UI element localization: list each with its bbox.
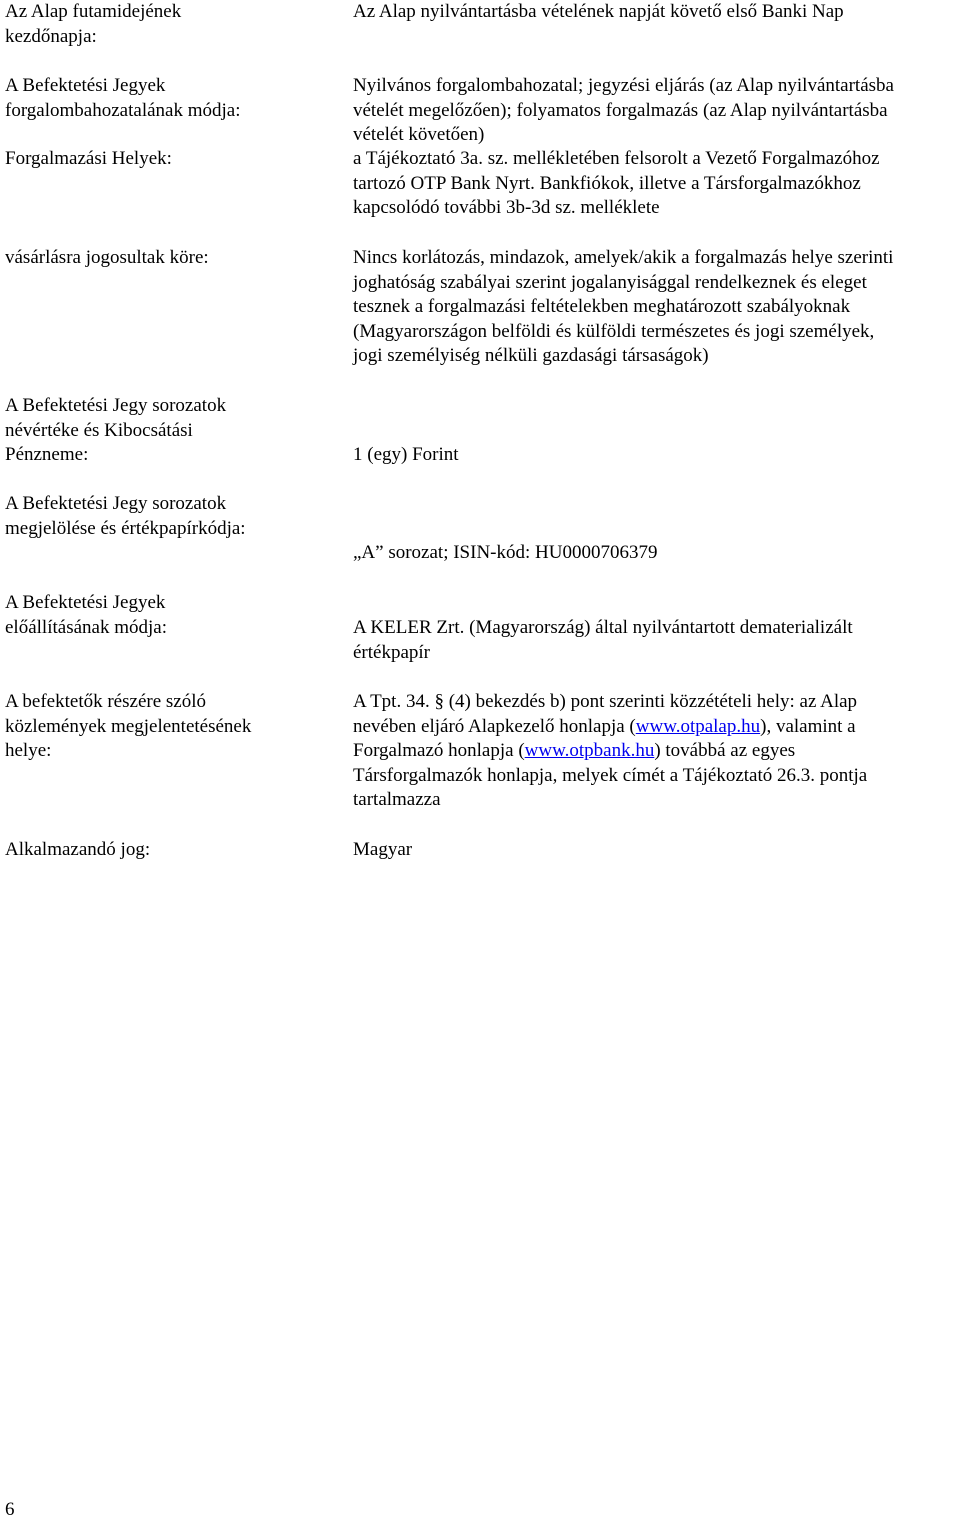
announcement-line-distributor: Forgalmazó honlapja (www.otpbank.hu) továbbá az egyes xyxy=(353,740,796,761)
announcement-line-fund-manager: nevében eljáró Alapkezelő honlapja (www.otpalap.hu), valamint a xyxy=(353,715,856,737)
value-production-method: A KELER Zrt. (Magyarország) által nyilvántartott dematerializált értékpapír xyxy=(353,617,853,663)
label-production-method: A Befektetési Jegyek előállításának módja: xyxy=(5,592,167,638)
otpbank-link[interactable]: www.otpbank.hu xyxy=(524,740,655,761)
value-applicable-law: Magyar xyxy=(353,839,413,860)
otpalap-link[interactable]: www.otpalap.hu xyxy=(635,715,761,737)
value-eligible-buyers: Nincs korlátozás, mindazok, amelyek/akik a forgalmazás helye szerinti joghatóság szabályai szerint jogalanyisággal rendelkeznek és eleget tesznek a forgalmazási feltételekben meghatározott szabályoknak (Magyarországon belföldi és külföldi természetes és jogi személyek, jogi személyiség nélküli gazdasági társaságok) xyxy=(353,247,894,366)
label-distribution-method: A Befektetési Jegyek forgalombahozatalának módja: xyxy=(5,75,241,121)
page-number: 6 xyxy=(5,1499,15,1520)
value-announcements-place: A Tpt. 34. § (4) bekezdés b) pont szerinti közzétételi hely: az Alap nevében eljáró Alapkezelő honlapja (www.otpalap.hu), valamint a Forgalmazó honlapja (www.otpbank.hu) továbbá az egyes Társforgalmazók honlapja, melyek címét a Tájékoztató 26.3. pontja tartalmazza xyxy=(353,690,955,813)
value-series-designation-isin: „A” sorozat; ISIN-kód: HU0000706379 xyxy=(353,542,658,563)
label-series-designation-isin: A Befektetési Jegy sorozatok megjelölése és értékpapírkódja: xyxy=(5,493,246,539)
label-eligible-buyers: vásárlásra jogosultak köre: xyxy=(5,247,209,268)
value-fund-start-date: Az Alap nyilvántartásba vételének napját követő első Banki Nap xyxy=(353,1,844,22)
label-applicable-law: Alkalmazandó jog: xyxy=(5,839,151,860)
label-fund-start-date: Az Alap futamidejének kezdőnapja: xyxy=(5,1,182,47)
value-distribution-places: a Tájékoztató 3a. sz. mellékletében felsorolt a Vezető Forgalmazóhoz tartozó OTP Bank Nyrt. Bankfiókok, illetve a Társforgalmazókhoz kapcsolódó további 3b-3d sz. melléklete xyxy=(353,148,880,218)
label-nominal-value-currency: A Befektetési Jegy sorozatok névértéke és Kibocsátási Pénzneme: xyxy=(5,395,227,465)
label-announcements-place: A befektetők részére szóló közlemények megjelentetésének helye: xyxy=(5,691,252,761)
value-nominal-value-currency: 1 (egy) Forint xyxy=(353,444,459,465)
value-distribution-method: Nyilvános forgalombahozatal; jegyzési eljárás (az Alap nyilvántartásba vételét megelőzően); folyamatos forgalmazás (az Alap nyilvántartásba vételét követően) xyxy=(353,75,894,145)
label-distribution-places: Forgalmazási Helyek: xyxy=(5,148,172,169)
